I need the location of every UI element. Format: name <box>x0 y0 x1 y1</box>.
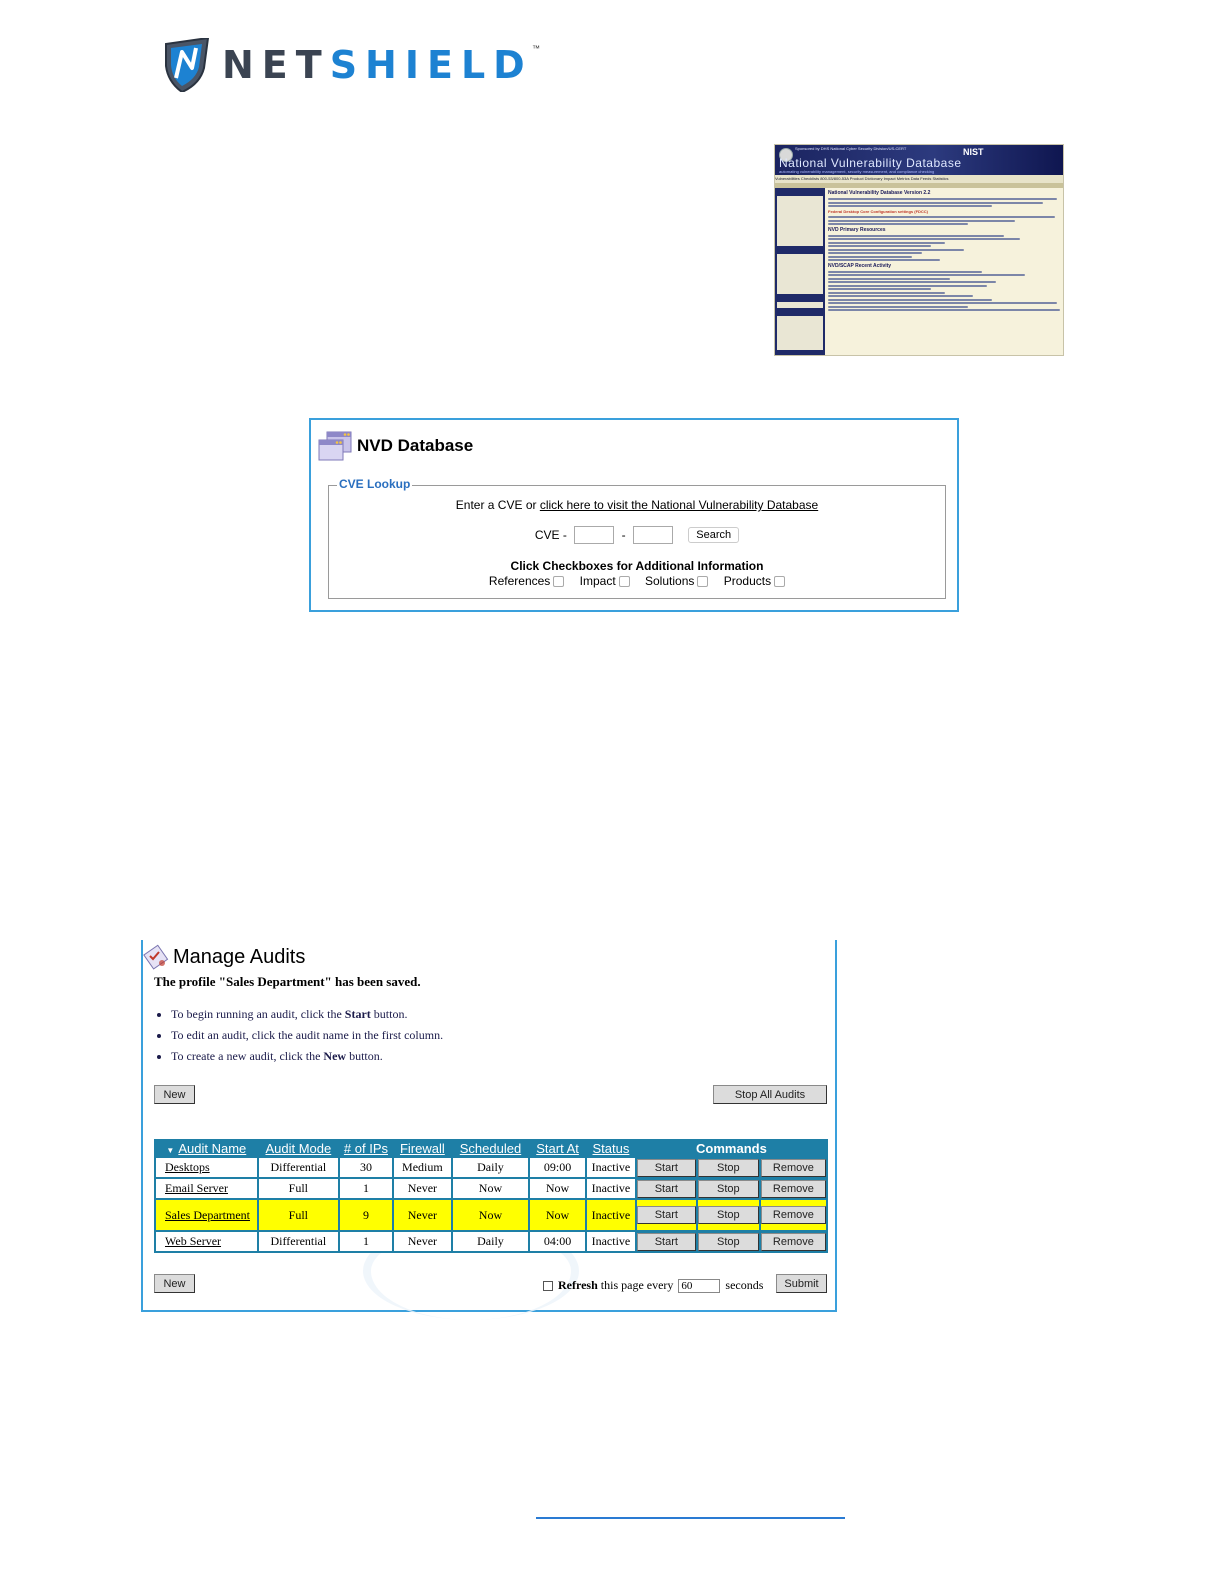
firewall-cell: Medium <box>394 1158 451 1177</box>
nvd-sidebar-block <box>777 254 823 294</box>
audit-mode-cell: Differential <box>259 1232 338 1251</box>
instruction-item: • To begin running an audit, click the Start button. <box>171 1008 443 1021</box>
scheduled-cell: Now <box>453 1200 528 1230</box>
column-header-commands: Commands <box>696 1141 767 1156</box>
ip-count-cell: 1 <box>340 1179 392 1198</box>
audit-name-cell <box>156 1232 257 1251</box>
cve-lookup-legend: CVE Lookup <box>339 477 411 491</box>
audit-mode-cell: Full <box>259 1179 338 1198</box>
stop-cell <box>698 1179 759 1198</box>
nvd-main-content <box>828 189 1062 313</box>
impact-label: Impact <box>579 574 616 588</box>
start-audit-button[interactable]: Start <box>637 1159 696 1177</box>
start-cell <box>637 1158 696 1177</box>
nvd-site-title: National Vulnerability Database <box>779 156 962 170</box>
nvd-sidebar-block <box>777 196 823 246</box>
shield-icon <box>162 38 212 92</box>
audit-mode-cell: Full <box>259 1200 338 1230</box>
ip-count-cell: 30 <box>340 1158 392 1177</box>
nvd-nav-bar: Vulnerabilities Checklists 800-53/800-53A Product Dictionary Impact Metrics Data Feeds Statistics <box>775 175 1063 183</box>
nvd-website-screenshot <box>774 144 1064 356</box>
checkbox-row <box>329 574 945 588</box>
nvd-section-heading: NVD/SCAP Recent Activity <box>828 262 892 269</box>
cve-dash: - <box>621 528 626 542</box>
sort-down-icon: ▼ <box>166 1146 175 1155</box>
table-row <box>156 1179 826 1198</box>
solutions-checkbox[interactable] <box>697 576 708 587</box>
start-at-cell: 04:00 <box>530 1232 585 1251</box>
logo-wordmark <box>222 43 533 87</box>
column-header-ips[interactable]: # of IPs <box>343 1141 388 1156</box>
start-at-cell: Now <box>530 1179 585 1198</box>
refresh-checkbox[interactable] <box>543 1281 553 1291</box>
refresh-text: this page every <box>597 1278 674 1292</box>
firewall-cell: Never <box>394 1232 451 1251</box>
nvd-sidebar-block <box>777 316 823 350</box>
manage-audits-panel <box>141 940 837 1312</box>
stop-audit-button[interactable]: Stop <box>698 1180 759 1198</box>
nvd-section-heading: NVD Primary Resources <box>828 226 886 233</box>
stop-audit-button[interactable]: Stop <box>698 1159 759 1177</box>
remove-audit-button[interactable]: Remove <box>761 1159 826 1177</box>
scheduled-cell: Daily <box>453 1158 528 1177</box>
submit-button[interactable]: Submit <box>776 1274 827 1293</box>
audit-name-link[interactable]: Email Server <box>165 1181 228 1195</box>
column-header-status[interactable]: Status <box>592 1141 630 1156</box>
scheduled-cell: Now <box>453 1179 528 1198</box>
netshield-logo <box>160 38 550 94</box>
scheduled-cell: Daily <box>453 1232 528 1251</box>
stop-audit-button[interactable]: Stop <box>698 1206 759 1224</box>
cve-id-input[interactable] <box>633 526 673 544</box>
cve-intro-prefix: Enter a CVE or <box>455 498 540 512</box>
cve-entry-row <box>329 526 945 544</box>
logo-text-net: NET <box>222 43 330 87</box>
start-at-cell: 09:00 <box>530 1158 585 1177</box>
remove-audit-button[interactable]: Remove <box>761 1180 826 1198</box>
status-cell: Inactive <box>587 1179 635 1198</box>
nvd-website-link[interactable]: click here to visit the National Vulnerability Database <box>539 498 819 512</box>
audit-name-link[interactable]: Sales Department <box>165 1207 250 1222</box>
products-option <box>724 574 785 588</box>
products-checkbox[interactable] <box>774 576 785 587</box>
status-cell: Inactive <box>587 1232 635 1251</box>
remove-cell <box>761 1179 826 1198</box>
start-cell <box>637 1232 696 1251</box>
auto-refresh-control <box>543 1278 763 1293</box>
stop-all-audits-button[interactable]: Stop All Audits <box>713 1085 827 1104</box>
audit-checklist-icon <box>143 944 169 970</box>
page-title: Manage Audits <box>173 946 306 968</box>
refresh-label: Refresh <box>558 1278 598 1292</box>
audit-name-cell <box>156 1200 257 1230</box>
windows-icon <box>317 430 353 462</box>
cve-year-input[interactable] <box>574 526 614 544</box>
start-audit-button[interactable]: Start <box>637 1180 696 1198</box>
solutions-option <box>645 574 708 588</box>
search-button[interactable]: Search <box>688 527 739 543</box>
remove-cell <box>761 1232 826 1251</box>
audit-name-cell <box>156 1158 257 1177</box>
nvd-banner <box>775 145 1063 175</box>
audits-table <box>154 1139 828 1253</box>
stop-audit-button[interactable]: Stop <box>698 1233 759 1251</box>
nvd-site-subtitle: automating vulnerability management, security measurement, and compliance checking <box>779 169 935 174</box>
cve-label: CVE - <box>534 528 567 542</box>
references-option <box>489 574 564 588</box>
firewall-cell: Never <box>394 1179 451 1198</box>
column-header-scheduled[interactable]: Scheduled <box>459 1141 522 1156</box>
products-label: Products <box>723 574 772 588</box>
logo-text-shield: SHIELD <box>329 43 533 87</box>
remove-audit-button[interactable]: Remove <box>761 1206 826 1224</box>
audit-mode-cell: Differential <box>259 1158 338 1177</box>
stop-cell <box>698 1158 759 1177</box>
footer-divider <box>536 1517 845 1519</box>
column-header-start-at[interactable]: Start At <box>536 1141 579 1156</box>
remove-audit-button[interactable]: Remove <box>761 1233 826 1251</box>
references-label: References <box>488 574 551 588</box>
trademark-mark: ™ <box>532 44 540 53</box>
cve-intro-text <box>329 498 945 512</box>
start-audit-button[interactable]: Start <box>637 1206 696 1224</box>
table-row <box>156 1232 826 1251</box>
instruction-item: • To edit an audit, click the audit name in the first column. <box>171 1029 443 1042</box>
impact-checkbox[interactable] <box>619 576 630 587</box>
cve-lookup-fieldset <box>328 477 946 599</box>
nist-logo: NIST <box>963 147 984 157</box>
column-header-audit-name[interactable]: ▼ Audit Name <box>166 1141 247 1156</box>
column-header-firewall[interactable]: Firewall <box>399 1141 445 1156</box>
instruction-item: • To create a new audit, click the New button. <box>171 1050 443 1063</box>
status-cell: Inactive <box>587 1158 635 1177</box>
remove-cell <box>761 1158 826 1177</box>
instructions-list <box>157 1008 443 1071</box>
nvd-fdcc-heading: Federal Desktop Core Configuration settings (FDCC) <box>828 209 929 214</box>
nvd-sponsor-line: Sponsored by DHS National Cyber Security Division/US-CERT <box>795 146 907 151</box>
saved-message: The profile "Sales Department" has been saved. <box>154 974 421 989</box>
start-cell <box>637 1179 696 1198</box>
audit-name-link[interactable]: Web Server <box>165 1234 222 1248</box>
refresh-seconds-input[interactable] <box>678 1279 720 1293</box>
start-cell <box>637 1200 696 1230</box>
ip-count-cell: 1 <box>340 1232 392 1251</box>
new-audit-button[interactable]: New <box>154 1085 195 1104</box>
table-header-row <box>156 1141 826 1156</box>
solutions-label: Solutions <box>645 574 695 588</box>
audit-name-link[interactable]: Desktops <box>165 1160 210 1174</box>
seconds-label: seconds <box>725 1278 764 1292</box>
start-audit-button[interactable]: Start <box>637 1233 696 1251</box>
references-checkbox[interactable] <box>553 576 564 587</box>
nvd-sidebar-block <box>777 302 823 308</box>
panel-title: NVD Database <box>357 436 474 455</box>
new-audit-button-bottom[interactable]: New <box>154 1274 195 1293</box>
ip-count-cell: 9 <box>340 1200 392 1230</box>
impact-option <box>580 574 630 588</box>
status-cell: Inactive <box>587 1200 635 1230</box>
column-header-audit-mode[interactable]: Audit Mode <box>265 1141 332 1156</box>
audit-name-cell <box>156 1179 257 1198</box>
table-row <box>156 1158 826 1177</box>
stop-cell <box>698 1232 759 1251</box>
nvd-sidebar <box>775 188 825 355</box>
stop-cell <box>698 1200 759 1230</box>
firewall-cell: Never <box>394 1200 451 1230</box>
nvd-heading: National Vulnerability Database Version 2.2 <box>828 190 931 196</box>
table-row-highlighted <box>156 1200 826 1230</box>
checkbox-heading: Click Checkboxes for Additional Information <box>510 559 764 573</box>
nvd-database-panel <box>309 418 959 612</box>
remove-cell <box>761 1200 826 1230</box>
start-at-cell: Now <box>530 1200 585 1230</box>
